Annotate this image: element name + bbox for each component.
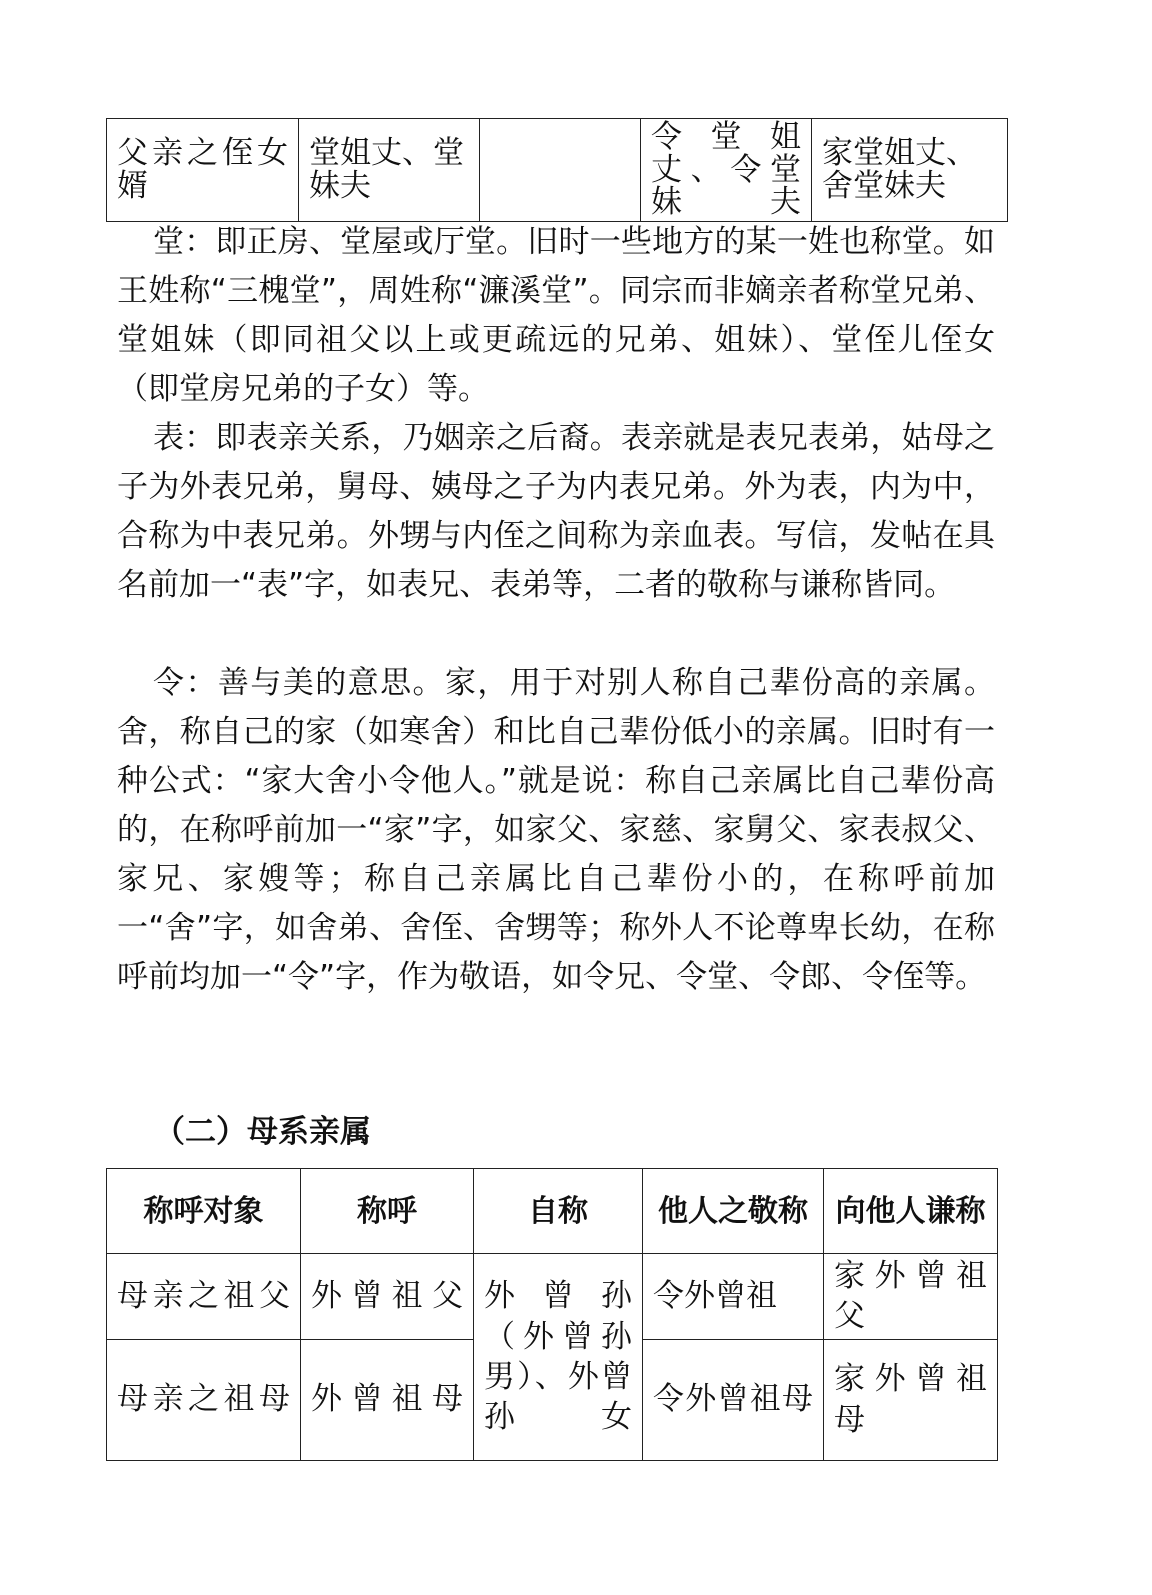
table-cell: 家外曾祖母 xyxy=(824,1339,998,1460)
table-cell: 父亲之侄女婿 xyxy=(107,119,299,222)
maternal-relatives-table xyxy=(106,1168,998,1461)
table-cell: 外曾祖母 xyxy=(301,1339,474,1460)
table-cell: 母亲之祖母 xyxy=(107,1339,301,1460)
table-cell: 令外曾祖 xyxy=(643,1254,824,1340)
table-cell: 外曾孙（外曾孙男）、外曾孙女 xyxy=(474,1254,643,1461)
table-cell: 令外曾祖母 xyxy=(643,1339,824,1460)
table-cell: 堂姐丈、堂妹夫 xyxy=(299,119,480,222)
section-title: （二）母系亲属 xyxy=(154,1114,371,1150)
paragraph-tang: 堂：即正房、堂屋或厅堂。旧时一些地方的某一姓也称堂。如王姓称“三槐堂”，周姓称“濂溪堂”。同宗而非嫡亲者称堂兄弟、堂姐妹（即同祖父以上或更疏远的兄弟、姐妹）、堂侄儿侄女（即堂房兄弟的子女）等。 xyxy=(117,224,995,407)
column-header: 称呼 xyxy=(301,1169,474,1254)
table-cell: 母亲之祖父 xyxy=(107,1254,301,1340)
column-header: 他人之敬称 xyxy=(643,1169,824,1254)
paternal-relatives-table xyxy=(106,118,1008,222)
table-cell: 外曾祖父 xyxy=(301,1254,474,1340)
column-header: 称呼对象 xyxy=(107,1169,301,1254)
paragraph-biao: 表：即表亲关系，乃姻亲之后裔。表亲就是表兄表弟，姑母之子为外表兄弟，舅母、姨母之子为内表兄弟。外为表，内为中，合称为中表兄弟。外甥与内侄之间称为亲血表。写信，发帖在具名前加一“表”字，如表兄、表弟等，二者的敬称与谦称皆同。 xyxy=(117,420,995,603)
paragraph-ling: 令：善与美的意思。家，用于对别人称自己辈份高的亲属。舍，称自己的家（如寒舍）和比自己辈份低小的亲属。旧时有一种公式：“家大舍小令他人。”就是说：称自己亲属比自己辈份高的，在称呼前加一“家”字，如家父、家慈、家舅父、家表叔父、家兄、家嫂等；称自己亲属比自己辈份小的，在称呼前加一“舍”字，如舍弟、舍侄、舍甥等；称外人不论尊卑长幼，在称呼前均加一“令”字，作为敬语，如令兄、令堂、令郎、令侄等。 xyxy=(117,665,995,995)
table-row xyxy=(107,119,1008,222)
table-row xyxy=(107,1254,998,1340)
table-cell: 令堂姐丈、令堂妹夫 xyxy=(641,119,812,222)
table-cell: 家堂姐丈、舍堂妹夫 xyxy=(812,119,1008,222)
table-cell: 家外曾祖父 xyxy=(824,1254,998,1340)
column-header: 向他人谦称 xyxy=(824,1169,998,1254)
table-header-row xyxy=(107,1169,998,1254)
table-cell xyxy=(480,119,641,222)
column-header: 自称 xyxy=(474,1169,643,1254)
